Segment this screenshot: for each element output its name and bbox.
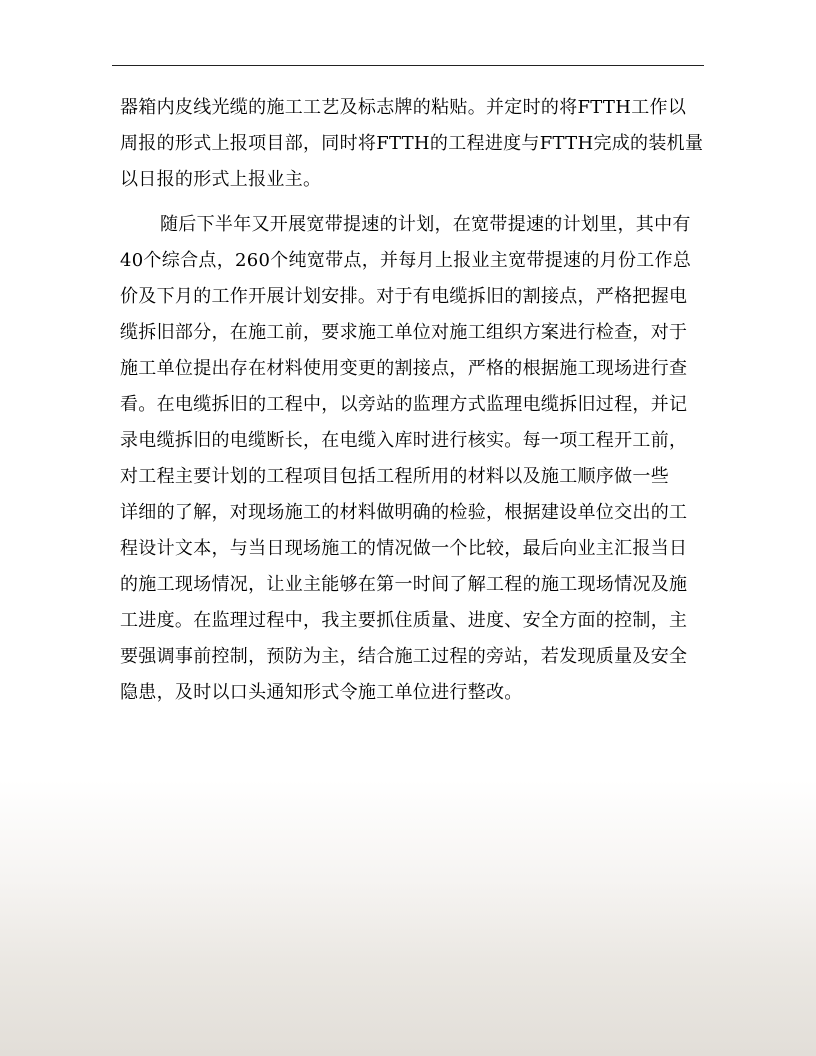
paragraph-line: 要强调事前控制，预防为主，结合施工过程的旁站，若发现质量及安全 <box>120 646 688 667</box>
paragraph-line: 详细的了解，对现场施工的材料做明确的检验，根据建设单位交出的工 <box>120 502 688 523</box>
paragraph-line: 随后下半年又开展宽带提速的计划，在宽带提速的计划里，其中有 <box>160 214 691 235</box>
paragraph-line: 器箱内皮线光缆的施工工艺及标志牌的粘贴。并定时的将FTTH工作以 <box>120 97 687 118</box>
header-rule <box>112 65 704 66</box>
paragraph-line: 隐患，及时以口头通知形式令施工单位进行整改。 <box>120 682 523 703</box>
paragraph-1 <box>120 90 708 198</box>
paragraph-line: 施工单位提出存在材料使用变更的割接点，严格的根据施工现场进行查 <box>120 358 688 379</box>
paragraph-line: 周报的形式上报项目部，同时将FTTH的工程进度与FTTH完成的装机量 <box>120 133 704 154</box>
paragraph-line: 对工程主要计划的工程项目包括工程所用的材料以及施工顺序做一些 <box>120 466 669 487</box>
paragraph-line: 以日报的形式上报业主。 <box>120 169 322 190</box>
paragraph-line: 程设计文本，与当日现场施工的情况做一个比较，最后向业主汇报当日 <box>120 538 688 559</box>
paragraph-line: 价及下月的工作开展计划安排。对于有电缆拆旧的割接点，严格把握电 <box>120 286 688 307</box>
paragraph-line: 的施工现场情况，让业主能够在第一时间了解工程的施工现场情况及施 <box>120 574 688 595</box>
paragraph-line: 看。在电缆拆旧的工程中，以旁站的监理方式监理电缆拆旧过程，并记 <box>120 394 688 415</box>
paragraph-line: 工进度。在监理过程中，我主要抓住质量、进度、安全方面的控制，主 <box>120 610 688 631</box>
document-body <box>120 90 708 711</box>
paragraph-line: 缆拆旧部分，在施工前，要求施工单位对施工组织方案进行检查，对于 <box>120 322 688 343</box>
paragraph-line: 40个综合点，260个纯宽带点，并每月上报业主宽带提速的月份工作总 <box>120 250 692 271</box>
paragraph-2 <box>120 207 708 711</box>
paragraph-line: 录电缆拆旧的电缆断长，在电缆入库时进行核实。每一项工程开工前， <box>120 430 688 451</box>
